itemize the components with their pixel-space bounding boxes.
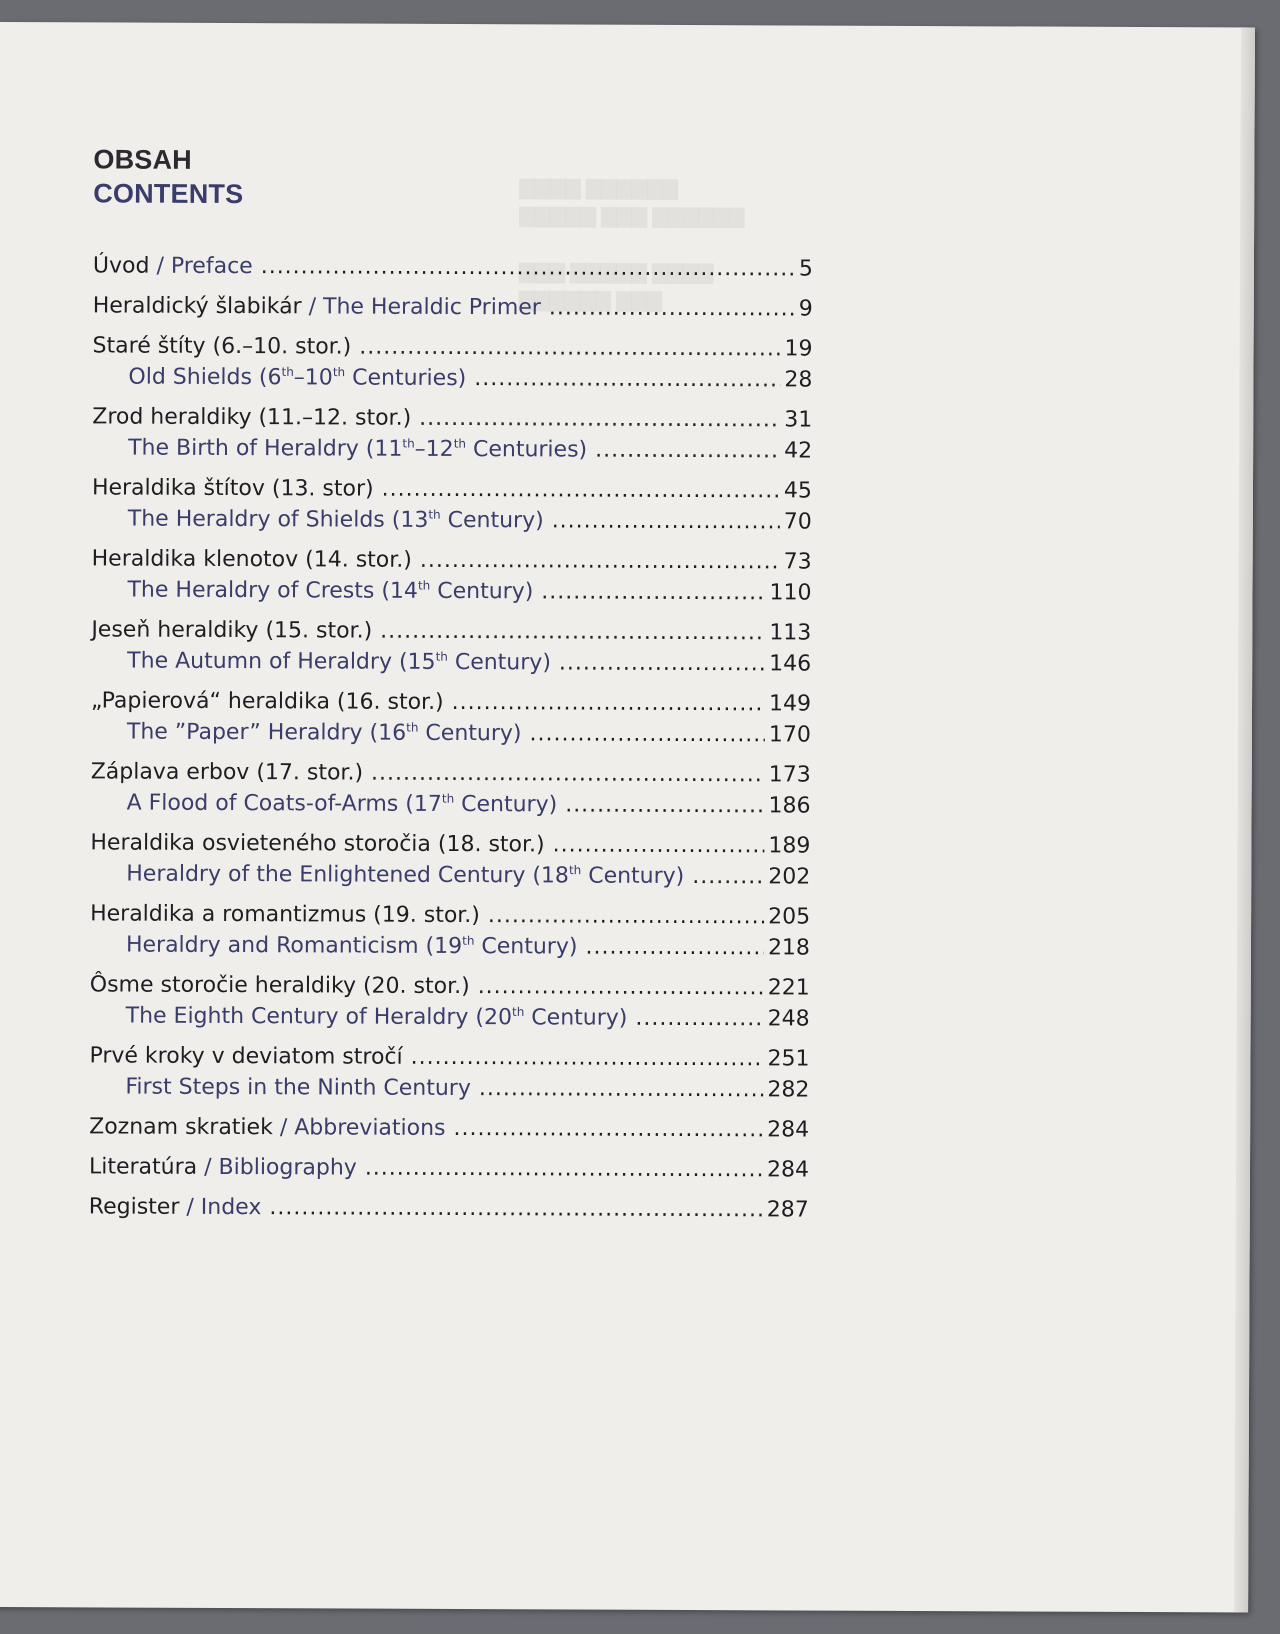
toc-entry	[93, 250, 813, 284]
toc-sk: Zrod heraldiky (11.–12. stor.)	[92, 404, 412, 431]
toc-entry	[93, 330, 813, 364]
toc-entry	[92, 401, 812, 435]
toc-sup2: th	[453, 436, 467, 451]
toc-entry-title	[91, 685, 444, 718]
toc-entry	[91, 685, 811, 719]
toc-sup1: th	[417, 578, 431, 593]
dot-leader	[261, 251, 795, 284]
toc-entry-title	[90, 969, 470, 1002]
toc-en: Abbreviations	[294, 1115, 446, 1141]
toc-page-number: 19	[784, 336, 813, 362]
toc-page-number: 31	[784, 407, 813, 433]
toc-entry-title	[90, 827, 544, 860]
toc-entry	[89, 1151, 809, 1185]
toc-sk: Heraldický šlabikár	[92, 293, 302, 320]
toc-en: Preface	[170, 253, 253, 280]
book-page	[0, 22, 1255, 1612]
toc-page-number: 170	[768, 722, 811, 748]
dot-leader	[419, 403, 780, 436]
toc-en-pre: A Flood of Coats-of-Arms (17	[126, 790, 442, 817]
dot-leader	[549, 292, 795, 324]
dot-leader	[635, 1003, 763, 1035]
toc-en-pre: Heraldry and Romanticism (19	[125, 932, 463, 960]
toc-entry-english	[91, 574, 811, 608]
toc-entry-title	[93, 290, 541, 323]
toc-sk: Register	[88, 1194, 180, 1220]
toc-entry-english	[92, 432, 812, 466]
toc-entry-title	[92, 543, 412, 575]
toc-sk: Prvé kroky v deviatom stročí	[89, 1043, 403, 1070]
dot-leader	[488, 900, 764, 932]
toc-entry-title	[92, 472, 374, 504]
toc-sup1: th	[428, 507, 441, 522]
toc-entry-title	[126, 1001, 628, 1034]
toc-sup1: th	[568, 863, 582, 878]
toc-sup1: th	[512, 1004, 525, 1019]
toc-entry	[89, 1040, 809, 1074]
toc-entry-title	[92, 401, 411, 433]
toc-page-number: 113	[769, 620, 812, 646]
toc-en-post: Century)	[581, 863, 685, 889]
page-edge	[1234, 27, 1255, 1612]
toc-sk: Úvod	[92, 253, 150, 279]
show-through-text: ▇▇▇▇ ▇▇▇▇▇▇ ▇▇▇▇▇ ▇▇▇ ▇▇▇▇▇▇ ▇▇▇ ▇▇▇▇▇ ▇▇▇▇ ▇▇▇▇▇▇ ▇▇▇	[518, 177, 745, 312]
toc-entry-english	[90, 858, 810, 892]
heading-english: CONTENTS	[93, 178, 244, 210]
dot-leader	[359, 332, 780, 365]
toc-page-number: 9	[798, 296, 813, 322]
dot-leader	[692, 861, 764, 892]
toc-en-post: Century)	[454, 791, 558, 818]
dot-leader	[552, 505, 780, 537]
toc-page-number: 287	[766, 1197, 809, 1223]
toc-page-number: 248	[767, 1006, 810, 1032]
toc-page-number: 202	[768, 864, 811, 890]
toc-entry-title	[90, 898, 480, 931]
dot-leader	[559, 647, 765, 679]
toc-entry	[92, 472, 812, 506]
toc-entry-title	[128, 362, 466, 394]
toc-mid: –10	[293, 365, 333, 391]
toc-entry-title	[128, 433, 587, 466]
toc-en-pre: The Eighth Century of Heraldry (20	[125, 1003, 513, 1031]
toc-entry-english	[90, 1000, 810, 1034]
heading-slovak: OBSAH	[93, 144, 192, 175]
toc-sup1: th	[462, 933, 475, 948]
toc-en: Index	[200, 1194, 262, 1221]
toc-en-pre: The ”Paper” Heraldry (16	[126, 719, 407, 746]
toc-sk: „Papierová“ heraldika (16. stor.)	[90, 688, 444, 715]
toc-en-pre: First Steps in the Ninth Century	[125, 1074, 471, 1102]
toc-sep: /	[149, 253, 171, 279]
toc-entry	[90, 969, 810, 1003]
dot-leader	[529, 718, 765, 750]
toc-entry	[89, 1111, 809, 1145]
toc-page-number: 149	[768, 691, 812, 717]
toc-entry-title	[126, 859, 684, 892]
toc-entry-english	[92, 503, 812, 537]
toc-sk: Ôsme storočie heraldiky (20. stor.)	[89, 972, 470, 1000]
dot-leader	[565, 789, 764, 821]
toc-page-number: 110	[769, 580, 812, 606]
toc-sk: Heraldika klenotov (14. stor.)	[91, 546, 412, 573]
dot-leader	[269, 1192, 763, 1225]
toc-sk: Heraldika štítov (13. stor)	[91, 475, 374, 502]
dot-leader	[541, 576, 765, 608]
toc-en-post: Centuries)	[465, 437, 588, 463]
dot-leader	[365, 1153, 763, 1186]
toc-entry-title	[89, 1111, 446, 1144]
dot-leader	[371, 758, 765, 791]
toc-entry	[93, 290, 813, 324]
dot-leader	[585, 932, 764, 964]
toc-entry-title	[127, 646, 551, 679]
toc-en-pre: Old Shields (6	[128, 364, 282, 391]
toc-page-number: 28	[784, 367, 813, 393]
toc-entry	[91, 614, 811, 648]
toc-entry	[91, 756, 811, 790]
dot-leader	[479, 1073, 764, 1105]
toc-en-pre: The Heraldry of Shields (13	[127, 506, 429, 533]
toc-page-number: 186	[768, 793, 811, 819]
dot-leader	[553, 829, 765, 861]
toc-en-post: Century)	[430, 578, 534, 605]
toc-entry	[92, 543, 812, 577]
toc-page-number: 45	[783, 478, 813, 504]
toc-entry-title	[89, 1151, 357, 1183]
toc-en-post: Century)	[474, 934, 578, 960]
dot-leader	[453, 1113, 763, 1145]
toc-sk: Záplava erbov (17. stor.)	[90, 759, 364, 786]
toc-entry-title	[89, 1040, 402, 1072]
toc-entry-title	[91, 756, 363, 788]
toc-sup2: th	[332, 365, 346, 380]
toc-en-post: Centuries)	[345, 365, 467, 392]
toc-entry-english	[89, 1071, 809, 1105]
toc-entry-title	[126, 930, 578, 963]
toc-en-pre: The Heraldry of Crests (14	[127, 577, 419, 604]
toc-entry-english	[90, 929, 810, 963]
dot-leader	[380, 616, 765, 649]
toc-entry-english	[92, 361, 812, 395]
toc-entry-english	[91, 645, 811, 679]
dot-leader	[411, 1042, 764, 1075]
toc-en: The Heraldic Primer	[322, 294, 541, 321]
toc-page-number: 5	[798, 256, 813, 282]
toc-sup1: th	[402, 436, 415, 451]
toc-page-number: 205	[768, 904, 811, 930]
toc-entry-english	[91, 716, 811, 750]
toc-page-number: 218	[767, 935, 811, 961]
toc-en-pre: The Birth of Heraldry (11	[128, 435, 403, 462]
dot-leader	[382, 474, 780, 507]
toc-en-post: Century)	[524, 1005, 628, 1031]
toc-entry	[90, 898, 810, 932]
toc-page-number: 70	[783, 509, 812, 535]
toc-sk: Jeseň heraldiky (15. stor.)	[91, 617, 373, 644]
toc-sk: Heraldika a romantizmus (19. stor.)	[90, 901, 480, 929]
toc-en-post: Century)	[418, 720, 522, 747]
toc-sk: Literatúra	[88, 1154, 198, 1180]
dot-leader	[478, 971, 764, 1003]
toc-en-post: Century)	[440, 507, 544, 534]
toc-page-number: 282	[767, 1077, 810, 1103]
toc-entry-title	[128, 504, 544, 537]
toc-sup1: th	[435, 649, 448, 664]
toc-page-number: 73	[783, 549, 812, 575]
dot-leader	[595, 435, 780, 467]
toc-en-pre: Heraldry of the Enlightened Century (18	[126, 861, 569, 889]
toc-page-number: 284	[766, 1157, 810, 1183]
table-of-contents	[89, 250, 813, 1225]
toc-entry	[90, 827, 810, 861]
dot-leader	[474, 363, 780, 395]
toc-sk: Zoznam skratiek	[89, 1114, 273, 1141]
toc-entry-title	[127, 575, 533, 608]
toc-sep: /	[301, 294, 324, 320]
toc-sup1: th	[441, 791, 455, 806]
toc-sep: /	[197, 1154, 219, 1180]
toc-entry-english	[91, 787, 811, 821]
toc-sep: /	[272, 1115, 295, 1141]
toc-entry-title	[93, 250, 253, 282]
toc-page-number: 189	[768, 833, 811, 859]
toc-entry-title	[91, 614, 372, 646]
toc-mid: –12	[414, 436, 454, 462]
toc-entry-title	[125, 1072, 471, 1105]
toc-sup1: th	[281, 364, 294, 379]
toc-en: Bibliography	[218, 1154, 357, 1181]
toc-sk: Heraldika osvieteného storočia (18. stor.)	[90, 830, 545, 858]
toc-page-number: 173	[768, 762, 811, 788]
toc-sup1: th	[406, 720, 419, 735]
toc-entry	[89, 1191, 809, 1225]
toc-page-number: 284	[767, 1117, 810, 1143]
toc-page-number: 146	[769, 651, 812, 677]
dot-leader	[420, 545, 780, 578]
dot-leader	[452, 687, 765, 719]
toc-entry-title	[93, 330, 352, 362]
toc-page-number: 42	[784, 438, 813, 464]
toc-en-pre: The Autumn of Heraldry (15	[127, 648, 436, 675]
toc-entry-title	[89, 1191, 262, 1223]
toc-page-number: 221	[767, 975, 810, 1001]
toc-en-post: Century)	[447, 649, 551, 676]
toc-sk: Staré štíty (6.–10. stor.)	[92, 333, 352, 360]
toc-sep: /	[179, 1194, 201, 1220]
toc-entry-title	[127, 788, 558, 821]
toc-page-number: 251	[767, 1046, 810, 1072]
toc-entry-title	[127, 717, 522, 750]
